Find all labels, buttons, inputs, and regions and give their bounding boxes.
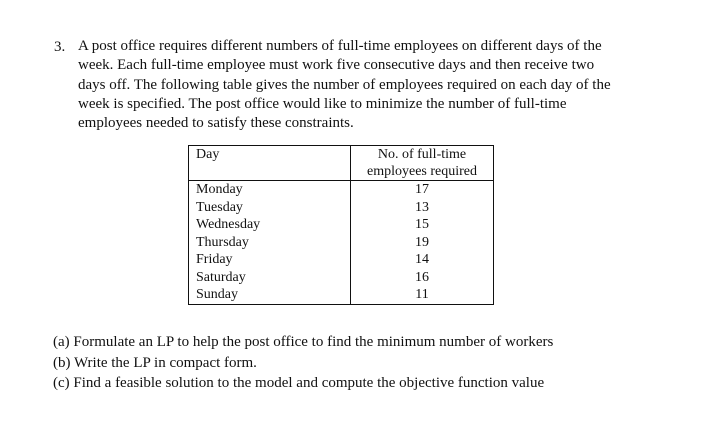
required-cell: 14 bbox=[351, 251, 494, 269]
day-cell: Tuesday bbox=[189, 199, 351, 217]
statement-line: employees needed to satisfy these constraints. bbox=[78, 115, 354, 132]
day-cell: Friday bbox=[189, 251, 351, 269]
table-row bbox=[189, 199, 494, 217]
day-cell: Thursday bbox=[189, 234, 351, 252]
day-cell: Monday bbox=[189, 181, 351, 199]
required-cell: 13 bbox=[351, 199, 494, 217]
question-c: (c) Find a feasible solution to the model and compute the objective function value bbox=[53, 375, 545, 391]
question-a: (a) Formulate an LP to help the post office to find the minimum number of workers bbox=[53, 334, 554, 350]
day-cell: Wednesday bbox=[189, 216, 351, 234]
statement-line: days off. The following table gives the number of employees required on each day of the bbox=[78, 76, 611, 93]
table-row bbox=[189, 216, 494, 234]
header-required-line1: No. of full-time bbox=[377, 147, 467, 162]
employee-requirements-table bbox=[188, 145, 494, 305]
statement-line: week is specified. The post office would like to minimize the number of full-time bbox=[78, 95, 567, 112]
required-cell: 19 bbox=[351, 234, 494, 252]
day-cell: Saturday bbox=[189, 269, 351, 287]
header-required bbox=[351, 146, 494, 181]
day-cell: Sunday bbox=[189, 286, 351, 304]
statement-line: week. Each full-time employee must work five consecutive days and then receive two bbox=[78, 57, 595, 74]
required-cell: 17 bbox=[351, 181, 494, 199]
table-header-row bbox=[189, 146, 494, 181]
problem-number: 3. bbox=[54, 39, 66, 55]
table-row bbox=[189, 181, 494, 199]
table-row bbox=[189, 286, 494, 304]
required-cell: 16 bbox=[351, 269, 494, 287]
required-cell: 11 bbox=[351, 286, 494, 304]
header-day: Day bbox=[189, 146, 351, 181]
problem-statement bbox=[78, 37, 658, 133]
question-list bbox=[53, 332, 553, 394]
required-cell: 15 bbox=[351, 216, 494, 234]
header-required-line2: employees required bbox=[366, 164, 477, 179]
table-row bbox=[189, 251, 494, 269]
question-b: (b) Write the LP in compact form. bbox=[53, 354, 257, 371]
table-row bbox=[189, 234, 494, 252]
statement-line: A post office requires different numbers of full-time employees on different days of the bbox=[78, 38, 602, 54]
table-row bbox=[189, 269, 494, 287]
